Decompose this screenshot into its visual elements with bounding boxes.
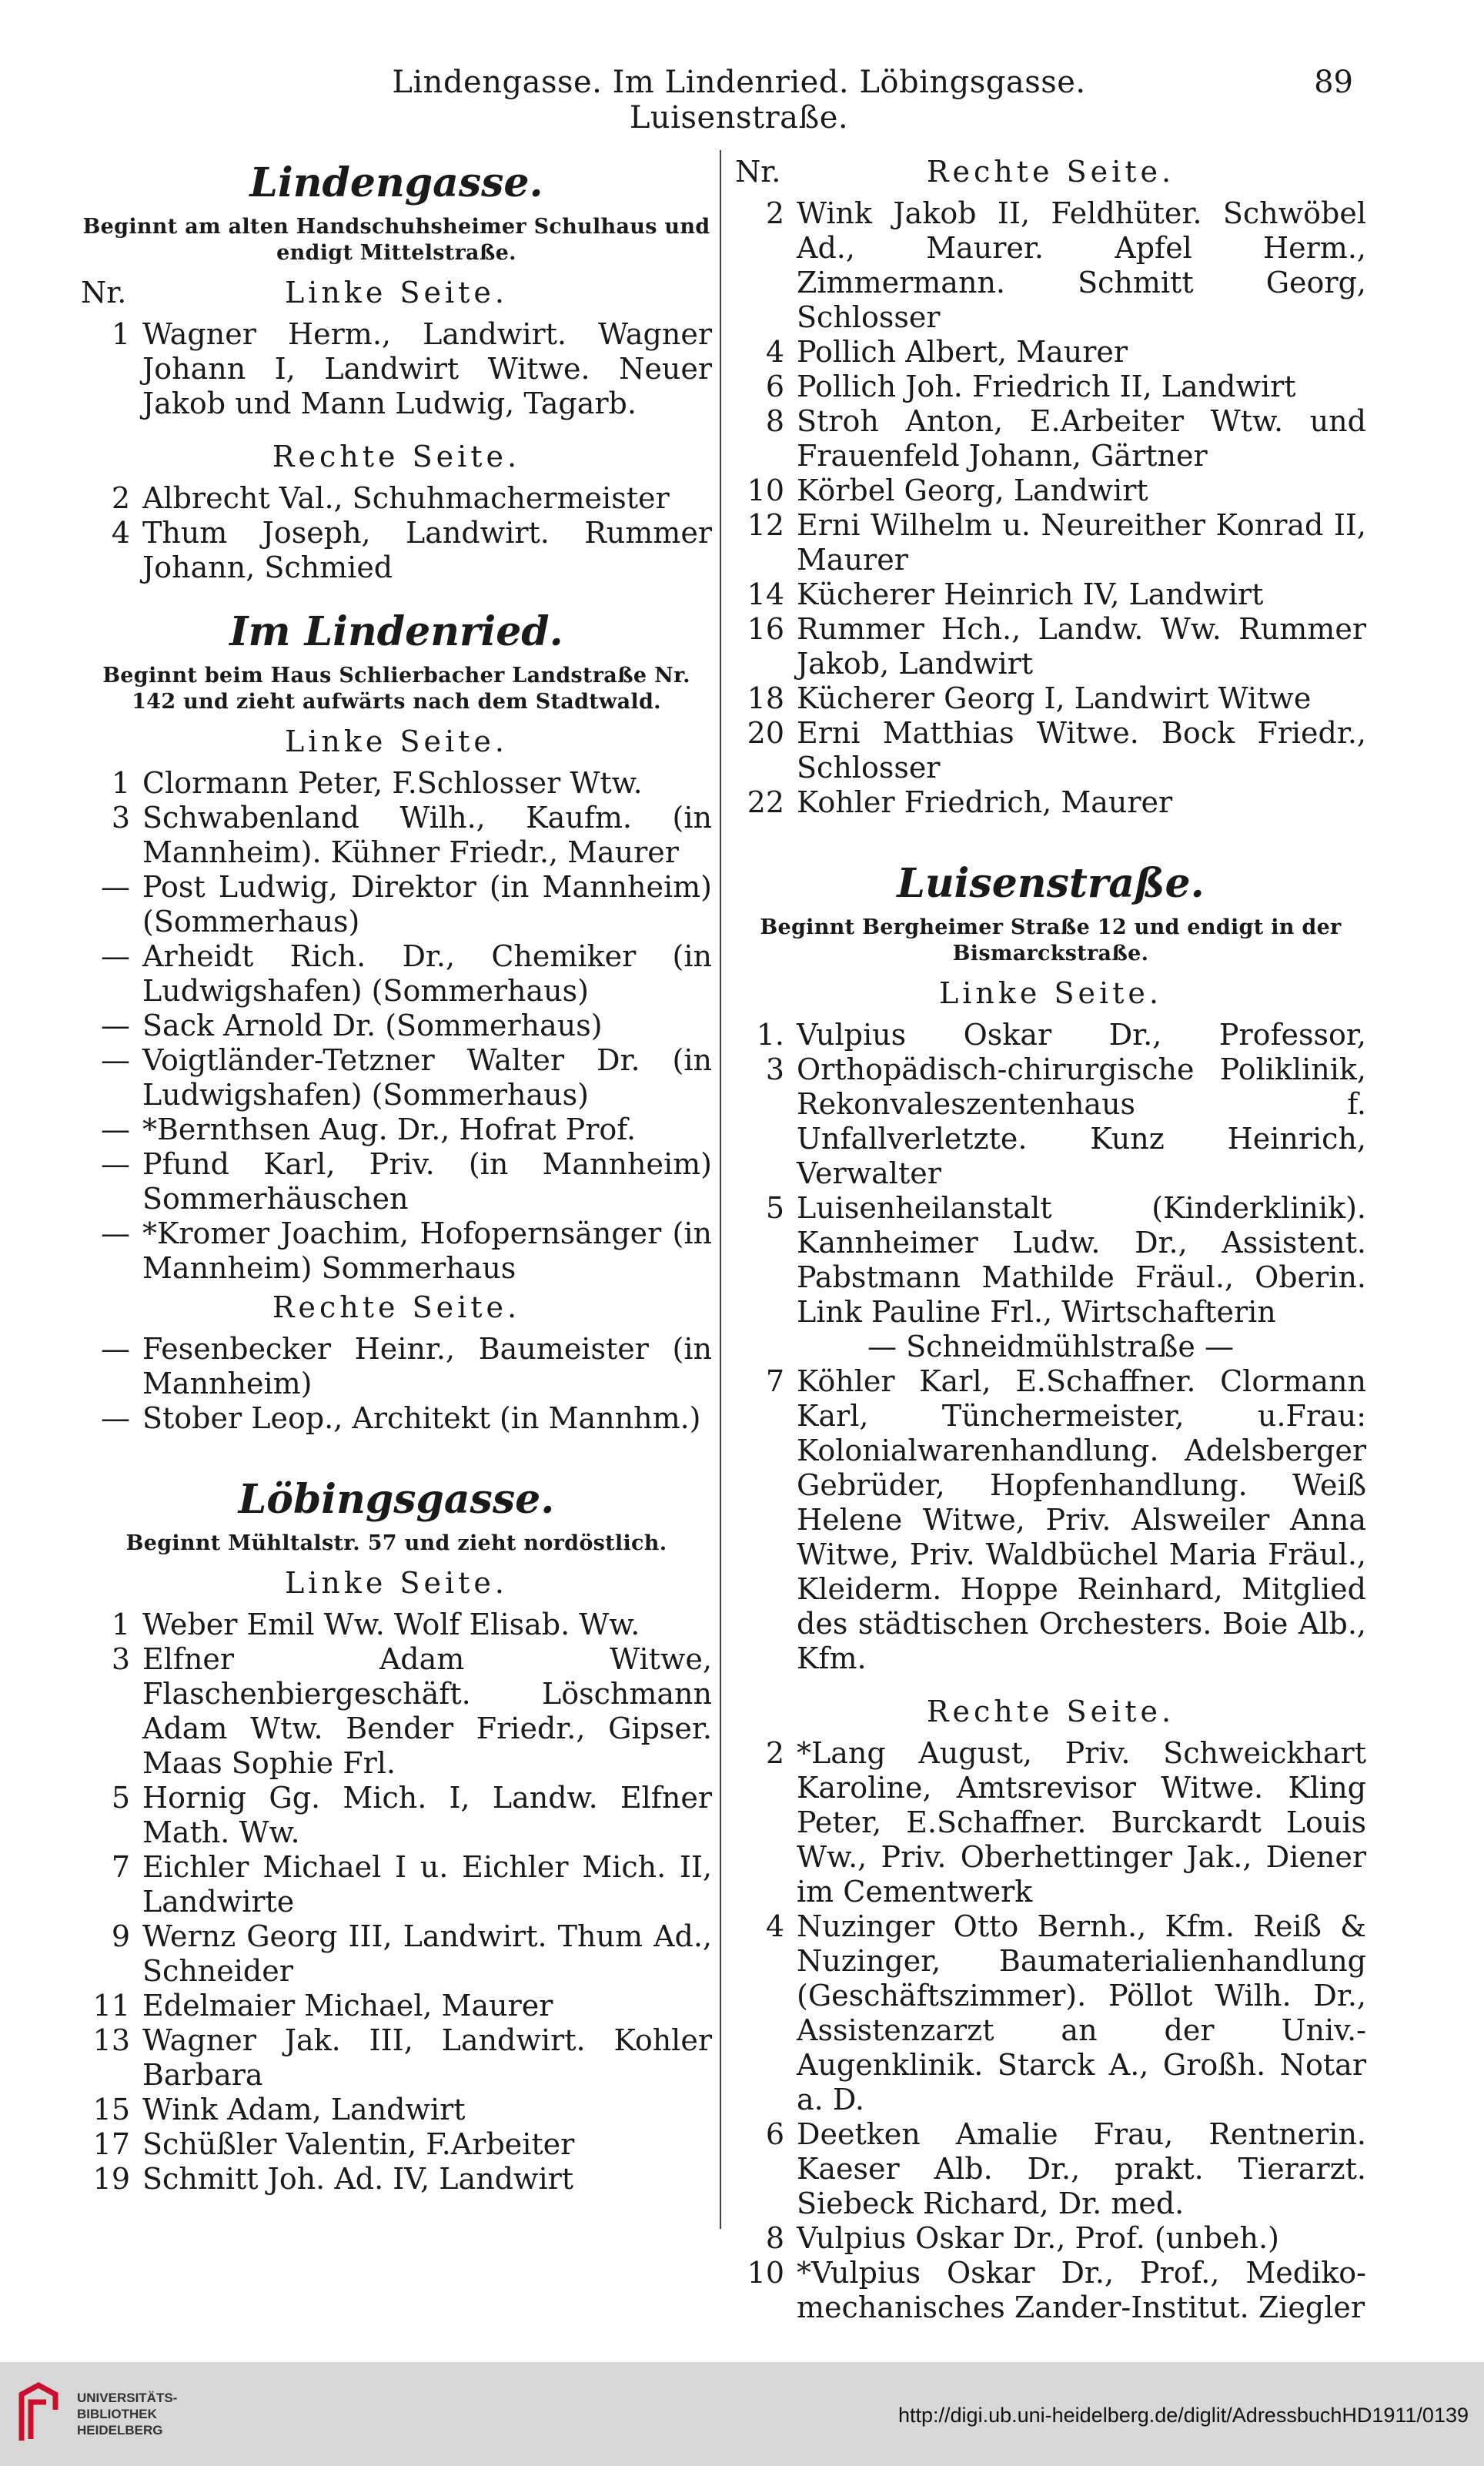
house-number: 3	[111, 1642, 130, 1676]
residents: *Vulpius Oskar Dr., Prof., Mediko-mechanisches Zander-Institut. Ziegler	[797, 2256, 1366, 2324]
street-description: Beginnt Mühltalstr. 57 und zieht nordöstlich.	[125, 1531, 667, 1555]
house-number: 6	[765, 370, 784, 403]
residents: Schwabenland Wilh., Kaufm. (in Mannheim). Kühner Friedr., Maurer	[142, 801, 712, 869]
house-number: 8	[765, 404, 784, 438]
residents: Erni Wilhelm u. Neureither Konrad II, Maurer	[797, 508, 1366, 577]
side-label: Linke Seite.	[285, 276, 508, 310]
residents: Post Ludwig, Direktor (in Mannheim) (Sommerhaus)	[142, 870, 712, 939]
house-number: 1. 3	[756, 1018, 784, 1086]
side-header-left	[735, 976, 1366, 1012]
address-entry	[735, 2221, 1366, 2256]
house-number: —	[101, 939, 130, 973]
street-title-lindengasse: Lindengasse.	[249, 159, 543, 206]
address-entry	[735, 508, 1366, 577]
residents: Luisenheilanstalt (Kinderklinik). Kannheimer Ludw. Dr., Assistent. Pabstmann Mathilde Fräul., Oberin. Link Pauline Frl., Wirtschafterin	[797, 1191, 1366, 1329]
address-entry	[735, 612, 1366, 681]
residents: Vulpius Oskar Dr., Professor, Orthopädisch-chirurgische Poliklinik, Rekonvaleszentenhaus f. Unfallverletzte. Kunz Heinrich, Verwalter	[797, 1018, 1366, 1190]
side-label: Rechte Seite.	[926, 1695, 1175, 1728]
side-label: Linke Seite.	[285, 724, 508, 758]
residents: Sack Arnold Dr. (Sommerhaus)	[142, 1009, 603, 1042]
residents: Elfner Adam Witwe, Flaschenbiergeschäft. Löschmann Adam Wtw. Bender Friedr., Gipser. Maas Sophie Frl.	[142, 1642, 712, 1780]
residents: Hornig Gg. Mich. I, Landw. Elfner Math. Ww.	[142, 1781, 712, 1849]
house-number: 17	[92, 2127, 130, 2161]
house-number: 16	[747, 612, 784, 646]
address-entry	[735, 1364, 1366, 1676]
address-entry	[81, 1608, 712, 1642]
house-number: 11	[92, 1989, 130, 2023]
address-entry	[735, 1018, 1366, 1191]
house-number: 5	[111, 1781, 130, 1815]
street-title-luisenstrasse: Luisenstraße.	[897, 860, 1205, 907]
street-description: Beginnt Bergheimer Straße 12 und endigt in der Bismarckstraße.	[760, 915, 1342, 965]
side-header-left	[81, 724, 712, 760]
residents: Voigtländer-Tetzner Walter Dr. (in Ludwigshafen) (Sommerhaus)	[142, 1043, 712, 1112]
residents: Schüßler Valentin, F.Arbeiter	[142, 2127, 575, 2161]
house-number: 2	[111, 481, 130, 515]
house-number: 4	[111, 516, 130, 550]
column-divider	[720, 150, 721, 2229]
house-number: 7	[111, 1850, 130, 1884]
nr-label: Nr.	[735, 155, 781, 189]
address-entry	[81, 1919, 712, 1989]
house-number: 10	[747, 2256, 784, 2290]
residents: Edelmaier Michael, Maurer	[142, 1989, 553, 2023]
address-entry	[81, 1989, 712, 2023]
house-number: 22	[747, 785, 784, 819]
address-entry	[735, 1909, 1366, 2117]
residents: Rummer Hch., Landw. Ww. Rummer Jakob, Landwirt	[797, 612, 1366, 681]
residents: Körbel Georg, Landwirt	[797, 473, 1148, 507]
house-number: 9	[111, 1919, 130, 1953]
residents: Wink Jakob II, Feldhüter. Schwöbel Ad., Maurer. Apfel Herm., Zimmermann. Schmitt Georg, Schlosser	[797, 196, 1366, 334]
house-number: 4	[765, 1909, 784, 1943]
residents: Stroh Anton, E.Arbeiter Wtw. und Frauenfeld Johann, Gärtner	[797, 404, 1366, 473]
house-number: 6	[765, 2117, 784, 2151]
residents: Vulpius Oskar Dr., Prof. (unbeh.)	[797, 2221, 1279, 2255]
residents: *Bernthsen Aug. Dr., Hofrat Prof.	[142, 1113, 637, 1146]
address-entry	[81, 1781, 712, 1850]
right-column	[735, 150, 1366, 2325]
source-url-link[interactable]: http://digi.ub.uni-heidelberg.de/diglit/AdressbuchHD1911/0139	[898, 2404, 1469, 2427]
residents: *Kromer Joachim, Hofopernsänger (in Mannheim) Sommerhaus	[142, 1216, 712, 1285]
address-entry	[81, 1216, 712, 1286]
street-title-loebingsgasse: Löbingsgasse.	[238, 1476, 555, 1523]
residents: Wagner Herm., Landwirt. Wagner Johann I, Landwirt Witwe. Neuer Jakob und Mann Ludwig, Tagarb.	[142, 317, 712, 420]
side-header-left	[81, 276, 712, 311]
house-number: —	[101, 1401, 130, 1435]
library-logo-icon	[15, 2379, 62, 2447]
page-number: 89	[1314, 65, 1353, 100]
address-entry	[81, 2093, 712, 2127]
house-number: 14	[747, 577, 784, 611]
address-entry	[81, 801, 712, 870]
address-entry	[81, 870, 712, 939]
residents: Erni Matthias Witwe. Bock Friedr., Schlosser	[797, 716, 1366, 785]
residents: Deetken Amalie Frau, Rentnerin. Kaeser Alb. Dr., prakt. Tierarzt. Siebeck Richard, Dr. med.	[797, 2117, 1366, 2220]
running-head: Lindengasse. Im Lindenried. Löbingsgasse. Luisenstraße.	[392, 65, 1086, 136]
residents: Kücherer Heinrich IV, Landwirt	[797, 577, 1264, 611]
side-label: Rechte Seite.	[272, 1290, 521, 1324]
address-entry	[81, 1642, 712, 1781]
residents: Arheidt Rich. Dr., Chemiker (in Ludwigshafen) (Sommerhaus)	[142, 939, 712, 1008]
house-number: 4	[765, 335, 784, 369]
address-entry	[735, 785, 1366, 820]
address-entry	[735, 370, 1366, 404]
side-header-left	[81, 1566, 712, 1601]
address-entry	[735, 404, 1366, 473]
nr-label: Nr.	[81, 276, 127, 310]
house-number: —	[101, 1113, 130, 1146]
house-number: 2	[765, 196, 784, 230]
address-entry	[735, 473, 1366, 508]
house-number: 7	[765, 1364, 784, 1398]
address-entry	[81, 1043, 712, 1113]
house-number: 20	[747, 716, 784, 750]
address-entry	[735, 1736, 1366, 1909]
side-header-right	[735, 155, 1366, 190]
address-entry	[81, 481, 712, 516]
house-number: 3	[111, 801, 130, 835]
residents: Schmitt Joh. Ad. IV, Landwirt	[142, 2162, 574, 2196]
side-header-right	[81, 1290, 712, 1326]
address-entry	[81, 939, 712, 1009]
address-entry	[81, 766, 712, 801]
library-name-line: BIBLIOTHEK	[77, 2407, 157, 2421]
house-number: 10	[747, 473, 784, 507]
house-number: 18	[747, 681, 784, 715]
residents: Wernz Georg III, Landwirt. Thum Ad., Schneider	[142, 1919, 712, 1988]
residents: Fesenbecker Heinr., Baumeister (in Mannheim)	[142, 1332, 712, 1400]
residents: Weber Emil Ww. Wolf Elisab. Ww.	[142, 1608, 640, 1641]
address-entry	[735, 2117, 1366, 2221]
library-name-line: HEIDELBERG	[77, 2423, 163, 2438]
house-number: 15	[92, 2093, 130, 2126]
address-entry	[81, 1332, 712, 1401]
address-entry	[81, 317, 712, 421]
left-column	[81, 150, 712, 2197]
address-entry	[81, 1147, 712, 1216]
residents: Eichler Michael I u. Eichler Mich. II, Landwirte	[142, 1850, 712, 1919]
house-number: —	[101, 1043, 130, 1077]
cross-street-marker: — Schneidmühlstraße —	[867, 1330, 1234, 1363]
address-entry	[81, 516, 712, 585]
street-description: Beginnt beim Haus Schlierbacher Landstraße Nr. 142 und zieht aufwärts nach dem Stadtwald.	[102, 664, 690, 714]
residents: Clormann Peter, F.Schlosser Wtw.	[142, 766, 643, 800]
side-header-right	[735, 1695, 1366, 1730]
address-entry	[81, 1009, 712, 1043]
address-entry	[81, 1113, 712, 1147]
residents: Thum Joseph, Landwirt. Rummer Johann, Schmied	[142, 516, 712, 584]
house-number: 19	[92, 2162, 130, 2196]
house-number: 2	[765, 1736, 784, 1770]
side-header-right	[81, 440, 712, 475]
house-number: 1	[111, 317, 130, 351]
address-entry	[735, 196, 1366, 335]
residents: Köhler Karl, E.Schaffner. Clormann Karl, Tünchermeister, u.Frau: Kolonialwarenhandlung. Adelsberger Gebrüder, Hopfenhandlung. Weiß Helene Witwe, Priv. Alsweiler Anna Witwe, Priv. Waldbüchel Maria Fräul., Kleiderm. Hoppe Reinhard, Mitglied des städtischen Orchesters. Boie Alb., Kfm.	[797, 1364, 1366, 1675]
side-label: Linke Seite.	[939, 976, 1162, 1010]
house-number: —	[101, 870, 130, 904]
address-entry	[735, 2256, 1366, 2325]
residents: Wink Adam, Landwirt	[142, 2093, 466, 2126]
residents: Pollich Albert, Maurer	[797, 335, 1128, 369]
residents: Pfund Karl, Priv. (in Mannheim) Sommerhäuschen	[142, 1147, 712, 1216]
house-number: —	[101, 1332, 130, 1366]
house-number: 5	[765, 1191, 784, 1225]
house-number: 1	[111, 1608, 130, 1641]
viewer-footer	[0, 2362, 1484, 2466]
address-entry	[81, 2023, 712, 2093]
house-number: —	[101, 1216, 130, 1250]
side-label: Rechte Seite.	[272, 440, 521, 473]
house-number: 12	[747, 508, 784, 542]
residents: Albrecht Val., Schuhmachermeister	[142, 481, 670, 515]
address-entry	[81, 1850, 712, 1919]
residents: Pollich Joh. Friedrich II, Landwirt	[797, 370, 1296, 403]
address-entry	[735, 681, 1366, 716]
address-entry	[81, 2162, 712, 2197]
house-number: 8	[765, 2221, 784, 2255]
residents: Kohler Friedrich, Maurer	[797, 785, 1173, 819]
address-entry	[735, 335, 1366, 370]
street-description: Beginnt am alten Handschuhsheimer Schulhaus und endigt Mittelstraße.	[82, 215, 710, 265]
address-entry	[735, 577, 1366, 612]
address-entry	[735, 1191, 1366, 1330]
library-name	[77, 2390, 177, 2438]
house-number: —	[101, 1009, 130, 1042]
residents: Stober Leop., Architekt (in Mannhm.)	[142, 1401, 701, 1435]
house-number: —	[101, 1147, 130, 1181]
street-title-lindenried: Im Lindenried.	[229, 608, 563, 655]
residents: Wagner Jak. III, Landwirt. Kohler Barbara	[142, 2023, 712, 2092]
side-label: Linke Seite.	[285, 1566, 508, 1600]
address-entry	[735, 716, 1366, 785]
house-number: 13	[92, 2023, 130, 2057]
residents: *Lang August, Priv. Schweickhart Karoline, Amtsrevisor Witwe. Kling Peter, E.Schaffner. Burckardt Louis Ww., Priv. Oberhettinger Jak., Diener im Cementwerk	[797, 1736, 1366, 1909]
side-label: Rechte Seite.	[926, 155, 1175, 189]
address-entry	[81, 1401, 712, 1436]
residents: Nuzinger Otto Bernh., Kfm. Reiß & Nuzinger, Baumaterialienhandlung (Geschäftszimmer). Pöllot Wilh. Dr., Assistenzarzt an der Univ.-Augenklinik. Starck A., Großh. Notar a. D.	[797, 1909, 1366, 2116]
house-number: 1	[111, 766, 130, 800]
library-name-line: UNIVERSITÄTS-	[77, 2391, 178, 2405]
residents: Kücherer Georg I, Landwirt Witwe	[797, 681, 1312, 715]
address-entry	[81, 2127, 712, 2162]
